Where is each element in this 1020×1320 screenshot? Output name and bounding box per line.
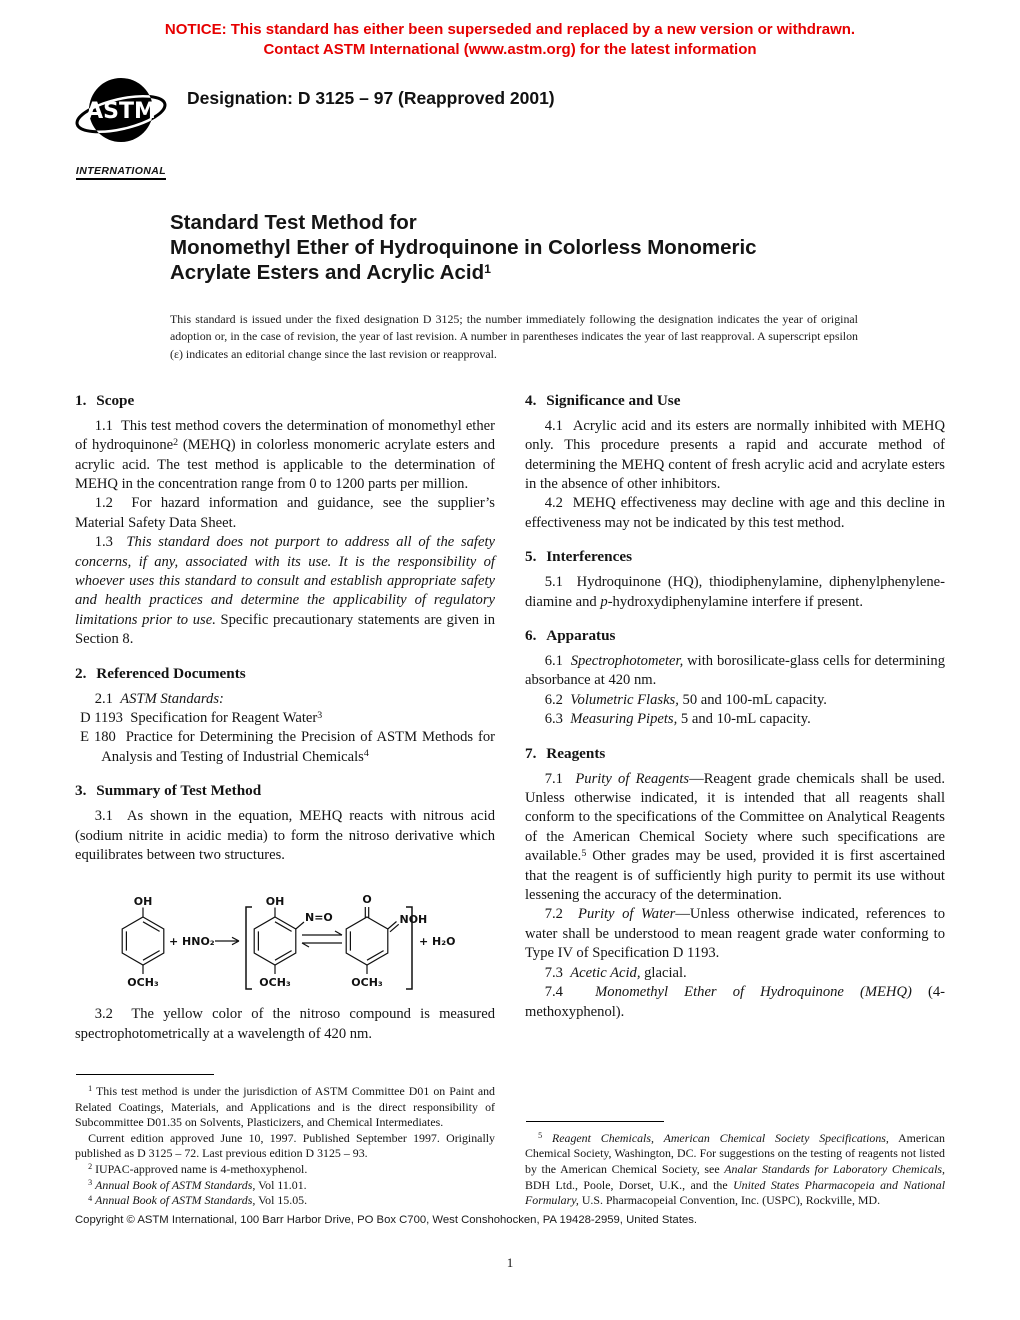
astm-logo: [73, 72, 169, 180]
footnote-4: $^4$ Annual Book of ASTM Standards, Vol 15.05.: [88, 1193, 308, 1208]
section-5-heading: 5. Interferences: [525, 548, 633, 566]
paragraph-2-1: 2.1 ASTM Standards:: [94, 690, 224, 707]
paragraph-6-2: 6.2 Volumetric Flasks, 50 and 100-mL capacity.: [544, 691, 827, 708]
product-o-label: O: [362, 893, 372, 907]
paragraph-1-2: 1.2 For hazard information and guidance, see the supplier’s Material Safety Data Sheet.: [75, 495, 495, 531]
footnote-3: $^3$ Annual Book of ASTM Standards, Vol 11.01.: [88, 1177, 307, 1192]
chemical-equation-figure: [99, 877, 471, 997]
paragraph-7-3: 7.3 Acetic Acid, glacial.: [544, 964, 687, 981]
section-4-heading: 4. Significance and Use: [525, 391, 681, 409]
product-noh-label: NOH: [399, 913, 428, 927]
supersession-notice: [0, 20, 1020, 59]
paragraph-1-1: 1.1 This test method covers the determination of monomethyl ether of hydroquinone$^2$ (MEHQ) in colorless monomeric acrylate esters and acrylic acid. The test method is applicable to the determination of MEHQ in the concentration range from 0 to 1200 parts per million.: [75, 417, 495, 492]
section-1-heading: 1. Scope: [75, 391, 135, 409]
section-3-heading: 3. Summary of Test Method: [75, 782, 262, 800]
intermediate-och3-label: OCH₃: [259, 976, 291, 990]
reference-e180: E 180 Practice for Determining the Precision of ASTM Methods for Analysis and Testing of Industrial Chemicals$^4$: [80, 729, 495, 765]
notice-line2: Contact ASTM International (www.astm.org) for the latest information: [263, 40, 757, 58]
astm-logo-international-label: INTERNATIONAL: [76, 165, 166, 180]
notice-line1: NOTICE: This standard has either been superseded and replaced by a new version or withdrawn.: [164, 21, 856, 38]
plus-h2o-label: + H₂O: [419, 935, 456, 949]
paragraph-4-1: 4.1 Acrylic acid and its esters are normally inhibited with MEHQ only. This procedure presents a rapid and accurate method of determining the MEHQ content of fresh acrylic acid and acrylate esters in the absence of other inhibitors.: [525, 417, 945, 492]
astm-logo-text: ASTM: [86, 99, 156, 124]
product-och3-label: OCH₃: [351, 976, 383, 990]
page-number: 1: [506, 1255, 514, 1270]
intermediate-no-label: N=O: [305, 911, 333, 925]
reactant-oh-label: OH: [133, 895, 153, 909]
reaction-scheme-icon: [99, 877, 471, 997]
intermediate-oh-label: OH: [265, 895, 285, 909]
paragraph-7-1: 7.1 Purity of Reagents—Reagent grade chemicals shall be used. Unless otherwise indicated, it is intended that all reagents shall conform to the specifications of the Committee on Analytical Reagents of the American Chemical Society where such specifications are available.$^5$ Other grades may be used, provided it is first ascertained that the reagent is of sufficiently high purity to permit its use without lessening the accuracy of the determination.: [525, 770, 945, 904]
copyright-line: Copyright © ASTM International, 100 Barr Harbor Drive, PO Box C700, West Conshohocken, PA 19428-2959, United States.: [75, 1214, 698, 1226]
title-line1: Standard Test Method for: [170, 211, 417, 234]
footnote-divider: [76, 1074, 214, 1075]
footnote-1-edition: Current edition approved June 10, 1997. Published September 1997. Originally published as D 3125 – 72. Last previous edition D 3125 – 93.: [75, 1130, 495, 1161]
title-line2: Monomethyl Ether of Hydroquinone in Colorless Monomeric: [170, 236, 757, 259]
paragraph-5-1: 5.1 Hydroquinone (HQ), thiodiphenylamine, diphenylphenylene-diamine and p-hydroxydiphenylamine interfere if present.: [525, 574, 945, 610]
two-column-body: [75, 391, 945, 1209]
astm-logo-icon: [73, 72, 169, 156]
title-line3: Acrylate Esters and Acrylic Acid$^1$: [170, 261, 491, 284]
paragraph-4-2: 4.2 MEHQ effectiveness may decline with age and this decline in effectiveness may not be indicated by this test method.: [525, 495, 945, 531]
paragraph-3-2: 3.2 The yellow color of the nitroso compound is measured spectrophotometrically at a wavelength of 420 nm.: [75, 1006, 495, 1042]
section-7-heading: 7. Reagents: [525, 744, 606, 762]
paragraph-3-1: 3.1 As shown in the equation, MEHQ reacts with nitrous acid (sodium nitrite in acidic media) to form the nitroso derivative which equilibrates between two structures.: [75, 808, 495, 864]
section-6-heading: 6. Apparatus: [525, 627, 616, 644]
paragraph-1-3: 1.3 This standard does not purport to address all of the safety concerns, if any, associated with its use. It is the responsibility of whoever uses this standard to consult and establish appropriate safety and health practices and determine the applicability of regulatory limitations prior to use. Specific precautionary statements are given in Section 8.: [75, 534, 495, 648]
section-2-heading: 2. Referenced Documents: [75, 664, 246, 682]
left-column: [75, 391, 495, 1209]
right-column: [525, 391, 945, 1209]
right-footnotes: [525, 1107, 945, 1209]
paragraph-7-2: 7.2 Purity of Water—Unless otherwise indicated, references to water shall be understood to mean reagent grade water conforming to Type IV of Specification D 1193.: [525, 906, 945, 962]
footnote-5: $^5$ Reagent Chemicals, American Chemical Society Specifications, American Chemical Society, Washington, DC. For suggestions on the testing of reagents not listed by the American Chemical Society, see Analar Standards for Laboratory Chemicals, BDH Ltd., Poole, Dorset, U.K., and the United States Pharmacopeia and National Formulary, U.S. Pharmacopeial Convention, Inc. (USPC), Rockville, MD.: [525, 1130, 946, 1208]
reactant-och3-label: OCH₃: [127, 976, 159, 990]
footnote-1: $^1$ This test method is under the jurisdiction of ASTM Committee D01 on Paint and Related Coatings, Materials, and Applications and is the direct responsibility of Subcommittee D01.35 on Solvents, Plasticizers, and Chemical Intermediates.: [75, 1084, 495, 1130]
header: [73, 72, 1020, 180]
preamble: This standard is issued under the fixed designation D 3125; the number immediately following the designation indicates the year of original adoption or, in the case of revision, the year of last revision. A number in parentheses indicates the year of last reapproval. A superscript epsilon (ε) indicates an editorial change since the last revision or reapproval.: [170, 312, 858, 361]
designation: Designation: D 3125 – 97 (Reapproved 2001): [187, 88, 555, 108]
document-title: [170, 210, 875, 285]
footnote-2: $^2$ IUPAC-approved name is 4-methoxyphenol.: [88, 1161, 308, 1176]
paragraph-7-4: 7.4 Monomethyl Ether of Hydroquinone (MEHQ) (4-methoxyphenol).: [525, 984, 945, 1020]
footnote-divider: [526, 1121, 664, 1122]
reference-d1193: D 1193 Specification for Reagent Water$^3$: [80, 709, 323, 727]
paragraph-6-1: 6.1 Spectrophotometer, with borosilicate-glass cells for determining absorbance at 420 nm.: [525, 653, 945, 689]
paragraph-6-3: 6.3 Measuring Pipets, 5 and 10-mL capacity.: [544, 711, 811, 728]
plus-hno2-label: + HNO₂: [169, 935, 215, 949]
left-footnotes: [75, 1060, 495, 1209]
